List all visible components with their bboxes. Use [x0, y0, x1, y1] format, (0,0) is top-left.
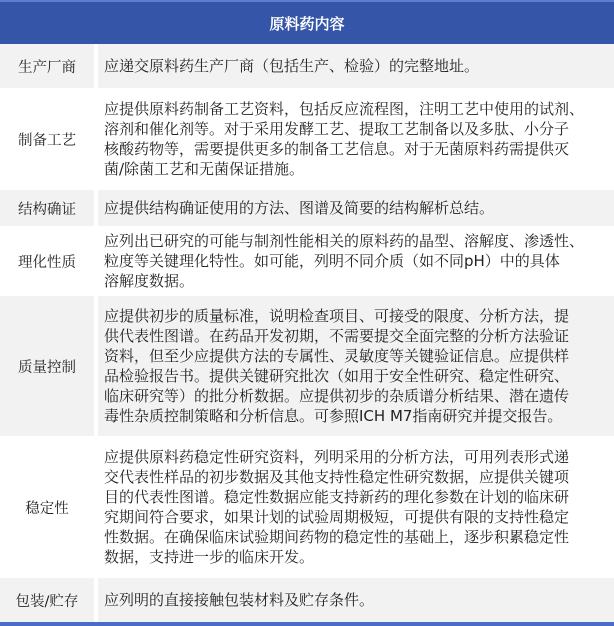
table-row	[0, 436, 614, 578]
content-line: 应递交原料药生产厂商（包括生产、检验）的完整地址。	[104, 57, 480, 75]
row-label: 制备工艺	[0, 88, 94, 190]
content-line: 毒性杂质控制策略和分析信息。可参照ICH M7指南研究并提交报告。	[104, 407, 563, 425]
content-line: 交代表性样品的初步数据及其他支持性稳定性研究数据，应提供关键项	[104, 468, 570, 486]
row-label: 稳定性	[0, 436, 94, 578]
table-row	[0, 44, 614, 88]
row-label: 包装/贮存	[0, 578, 94, 622]
table-row	[0, 226, 614, 296]
content-line: 应提供原料药稳定性研究资料，列明采用的分析方法，可用列表形式递	[104, 448, 570, 466]
content-line: 供代表性图谱。在药品开发初期，不需要提交全面完整的分析方法验证	[104, 327, 570, 345]
row-content	[98, 190, 614, 226]
table-title: 原料药内容	[269, 14, 345, 33]
table-row	[0, 88, 614, 190]
row-content	[98, 296, 614, 436]
table-header	[0, 2, 614, 44]
row-label: 生产厂商	[0, 44, 94, 88]
content-line: 应提供初步的质量标准，说明检查项目、可接受的限度、分析方法，提	[104, 307, 570, 325]
content-line: 资料，但至少应提供方法的专属性、灵敏度等关键验证信息。应提供样	[104, 347, 570, 365]
content-line: 应提供原料药制备工艺资料，包括反应流程图，注明工艺中使用的试剂、	[104, 100, 585, 118]
content-line: 粒度等关键理化特性。如可能，列明不同介质（如不同pH）中的具体	[104, 252, 560, 270]
row-label: 质量控制	[0, 296, 94, 436]
content-line: 核酸药物等，需要提供更多的制备工艺信息。对于无菌原料药需提供灭	[104, 140, 570, 158]
content-line: 应列明的直接接触包装材料及贮存条件。	[104, 591, 375, 609]
content-line: 临床研究等）的批分析数据。应提供初步的杂质谱分析结果、潜在遗传	[104, 387, 570, 405]
row-label: 理化性质	[0, 226, 94, 296]
table-row	[0, 190, 614, 226]
table-row	[0, 296, 614, 436]
row-content	[98, 436, 614, 578]
content-line: 应列出已研究的可能与制剂性能相关的原料药的晶型、溶解度、渗透性、	[104, 232, 585, 250]
row-content	[98, 44, 614, 88]
content-line: 溶解度数据。	[104, 272, 195, 290]
row-content	[98, 226, 614, 296]
content-line: 究期间符合要求，如果计划的试验周期极短，可提供有限的支持性稳定	[104, 508, 570, 526]
content-line: 菌/除菌工艺和无菌保证措施。	[104, 160, 305, 178]
table-row	[0, 578, 614, 622]
content-line: 性数据。在确保临床试验期间药物的稳定性的基础上，逐步积累稳定性	[104, 528, 570, 546]
content-line: 品检验报告书。提供关键研究批次（如用于安全性研究、稳定性研究、	[104, 367, 570, 385]
content-line: 目的代表性图谱。稳定性数据应能支持新药的理化参数在计划的临床研	[104, 488, 570, 506]
row-label: 结构确证	[0, 190, 94, 226]
row-content	[98, 88, 614, 190]
row-content	[98, 578, 614, 622]
content-line: 溶剂和催化剂等。对于采用发酵工艺、提取工艺制备以及多肽、小分子	[104, 120, 570, 138]
content-line: 数据，支持进一步的临床开发。	[104, 548, 315, 566]
content-line: 应提供结构确证使用的方法、图谱及简要的结构解析总结。	[104, 199, 495, 217]
